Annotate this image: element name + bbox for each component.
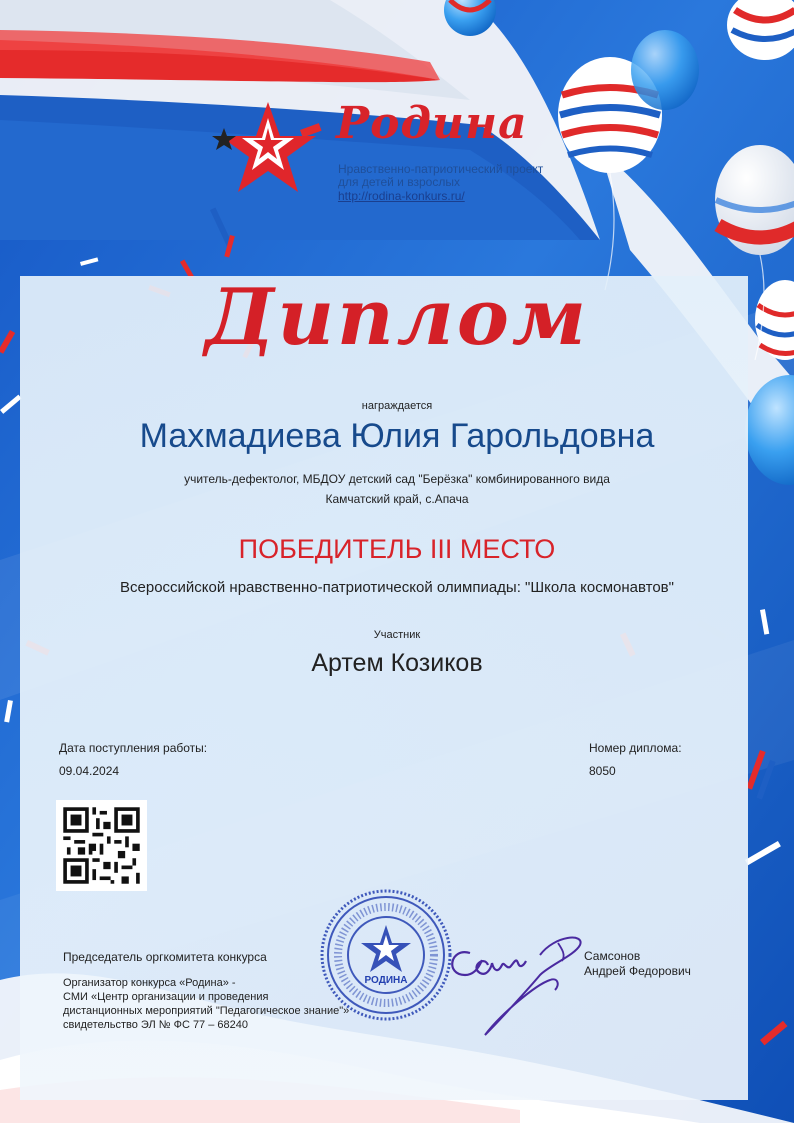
organizer-line-4: свидетельство ЭЛ № ФС 77 – 68240 (63, 1019, 248, 1031)
signature-icon (440, 925, 610, 1040)
recipient-position: учитель-дефектолог, МБДОУ детский сад "Берёзка" комбинированного вида (184, 472, 610, 486)
award-place: ПОБЕДИТЕЛЬ III МЕСТО (238, 534, 556, 564)
organizer-line-2: СМИ «Центр организации и проведения (63, 991, 269, 1003)
participant-label: Участник (373, 629, 421, 641)
diploma-title: Диплом (204, 272, 590, 363)
organizer-line-1: Организатор конкурса «Родина» - (63, 977, 236, 989)
stamp-label: РОДИНА (364, 975, 408, 986)
brand-logo-text: Родина (336, 98, 528, 149)
olympiad-name: Всероссийской нравственно-патриотической олимпиады: "Школа космонавтов" (120, 579, 674, 596)
diploma-number-value: 8050 (589, 764, 616, 778)
recipient-region: Камчатский край, с.Апача (325, 492, 469, 506)
stamp-seal-icon (318, 887, 454, 1023)
brand-subtitle (338, 163, 543, 189)
date-label: Дата поступления работы: (59, 741, 208, 755)
date-value: 09.04.2024 (59, 764, 120, 778)
rodina-star-logo-icon (208, 100, 318, 200)
signer-surname: Самсонов (584, 949, 641, 963)
awarded-label: награждается (361, 400, 433, 412)
qr-code-icon (56, 800, 147, 891)
participant-name: Артем Козиков (311, 649, 483, 677)
qr-code[interactable] (56, 800, 147, 891)
diploma-number-label: Номер диплома: (589, 741, 682, 755)
chairman-label: Председатель оргкомитета конкурса (63, 950, 267, 964)
brand-subtitle-line1: Нравственно-патриотический проект (338, 162, 544, 176)
signer-given-names: Андрей Федорович (584, 964, 691, 978)
organizer-line-3: дистанционных мероприятий "Педагогическое знание"» (63, 1005, 350, 1017)
signer-name (584, 949, 691, 979)
site-link[interactable]: http://rodina-konkurs.ru/ (338, 189, 465, 203)
brand-subtitle-line2: для детей и взрослых (338, 175, 460, 189)
recipient-name: Махмадиева Юлия Гарольдовна (139, 417, 655, 455)
